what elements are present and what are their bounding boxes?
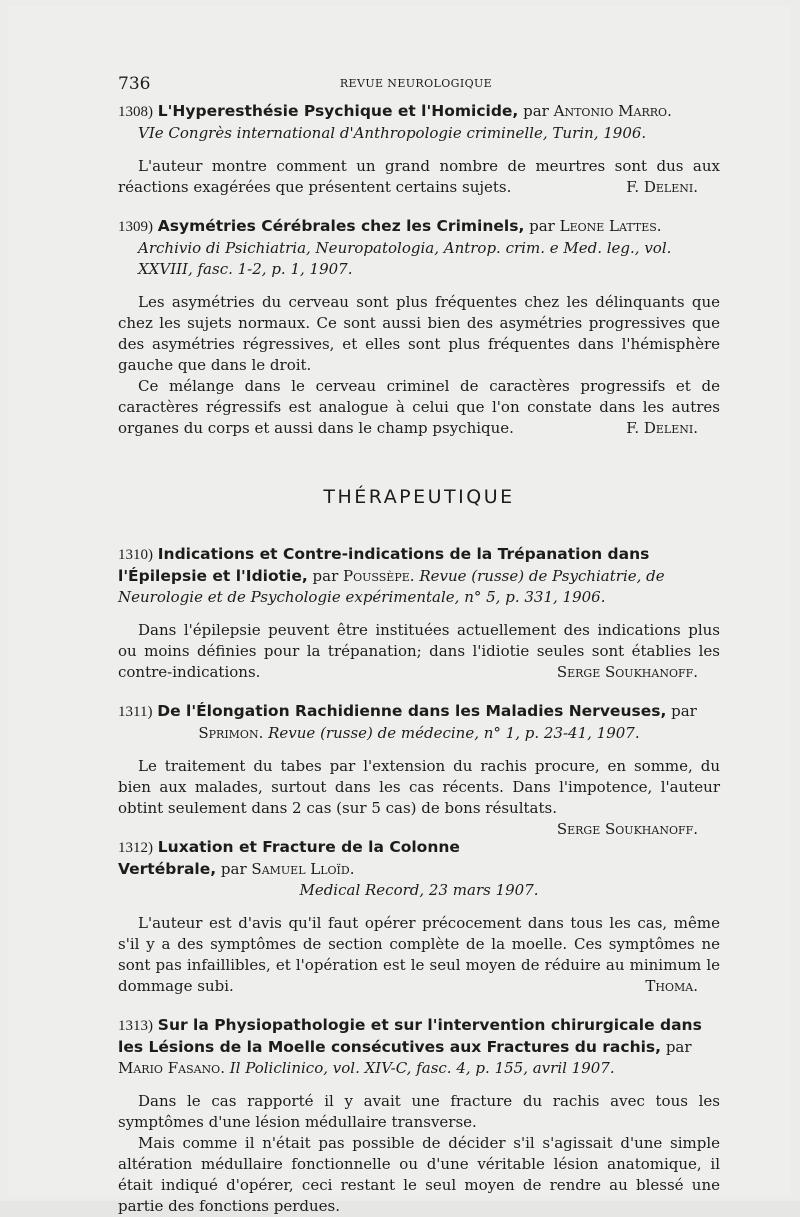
entry-text: Les asymétries du cerveau sont plus fréquentes chez les délinquants que chez les sujets normaux. Ce sont aussi bien des asymétries progressives que des asymétries régressives, et elles sont plus fréquentes dans l'hémisphère gauche que dans le droit.: [118, 293, 720, 374]
entry-text: Mais comme il n'était pas possible de décider s'il s'agissait d'une simple altération médullaire fonctionnelle ou d'une véritable lésion anatomique, il était indiqué d'opérer, ceci restant le seul moyen de rendre au blessé une partie des fonctions perdues.: [118, 1134, 720, 1215]
entry-heading: [118, 1015, 720, 1079]
entry-number: 1310): [118, 547, 153, 563]
entry-author: Antonio Marro.: [553, 102, 672, 120]
entry-text: Dans l'épilepsie peuvent être instituées actuellement des indications plus ou moins définies pour la trépanation; dans l'idiotie seules sont établies les contre-indications.: [118, 621, 720, 681]
entry-title: Luxation et Fracture de la Colonne Vertébrale,: [118, 838, 460, 878]
entry-number: 1308): [118, 104, 153, 120]
entry-by: par: [312, 567, 339, 585]
entry-text: Ce mélange dans le cerveau criminel de caractères progressifs et de caractères régressifs est analogue à celui que l'on constate dans les autres organes du corps et aussi dans le champ psychique.: [118, 377, 720, 437]
page-number: 736: [118, 74, 151, 94]
entry-title: De l'Élongation Rachidienne dans les Maladies Nerveuses,: [157, 702, 667, 720]
entry-text: Dans le cas rapporté il y avait une fracture du rachis avec tous les symptômes d'une lésion médullaire transverse.: [118, 1092, 720, 1131]
entry-body: [118, 620, 720, 683]
review-entry-1310: [118, 544, 720, 683]
entry-source: Revue (russe) de Psychiatrie, de Neurologie et de Psychologie expérimentale, n° 5, p. 331, 1906.: [118, 567, 665, 606]
entry-heading: [118, 837, 720, 880]
entry-by: par: [671, 702, 697, 720]
entry-signature: Serge Soukhanoff.: [556, 663, 698, 681]
review-entry-1311: [118, 701, 720, 838]
entry-signature: F. Deleni.: [626, 419, 698, 437]
entry-body: [118, 756, 720, 838]
entry-author: Samuel Lloïd.: [251, 860, 355, 878]
entry-text: L'auteur montre comment un grand nombre de meurtres sont dus aux réactions exagérées que présentent certains sujets.: [118, 157, 720, 196]
entry-source: VIe Congrès international d'Anthropologie criminelle, Turin, 1906.: [138, 124, 647, 142]
entry-title: L'Hyperesthésie Psychique et l'Homicide,: [157, 102, 519, 120]
entry-author: Poussèpe.: [343, 567, 415, 585]
entry-by: par: [220, 860, 247, 878]
entry-source: Archivio di Psichiatria, Neuropatologia, Antrop. crim. e Med. leg., vol. XXVIII, fasc. 1-2, p. 1, 1907.: [138, 239, 672, 278]
entry-number: 1312): [118, 840, 153, 856]
entry-text: Le traitement du tabes par l'extension du rachis procure, en somme, du bien aux malades, surtout dans les cas récents. Dans l'impotence, l'auteur obtint seulement dans 2 cas (sur 5 cas) de bons résultats.: [118, 757, 720, 817]
entry-source: Il Policlinico, vol. XIV-C, fasc. 4, p. 155, avril 1907.: [229, 1059, 615, 1077]
entry-body: [118, 156, 720, 198]
entry-body: [118, 913, 720, 997]
entry-signature: F. Deleni.: [626, 178, 698, 196]
entry-heading: [118, 101, 720, 123]
entry-text: L'auteur est d'avis qu'il faut opérer précocement dans tous les cas, même s'il y a des symptômes de section complète de la moelle. Ces symptômes ne sont pas infaillibles, et l'opération est le seul moyen de réduire au minimum le dommage subi.: [118, 914, 720, 995]
entry-author: Leone Lattes.: [559, 217, 662, 235]
review-entry-1308: [118, 101, 720, 198]
section-title: THÉRAPEUTIQUE: [323, 486, 515, 508]
article-column: [118, 101, 720, 1217]
entry-number: 1309): [118, 219, 153, 235]
entry-title: Asymétries Cérébrales chez les Criminels,: [157, 217, 525, 235]
entry-title: Sur la Physiopathologie et sur l'intervention chirurgicale dans les Lésions de la Moelle consécutives aux Fractures du rachis,: [118, 1016, 702, 1056]
running-title: REVUE NEUROLOGIQUE: [339, 77, 493, 90]
review-entry-1312: [118, 837, 720, 997]
entry-title: Indications et Contre-indications de la Trépanation dans l'Épilepsie et l'Idiotie,: [118, 545, 650, 585]
entry-signature: Serge Soukhanoff.: [556, 820, 698, 838]
entry-by: par: [523, 102, 549, 120]
entry-heading: [118, 544, 720, 608]
entry-source-line: [118, 723, 720, 744]
entry-body: [118, 376, 720, 439]
entry-by: par: [529, 217, 555, 235]
entry-heading: [118, 701, 720, 723]
entry-source: Revue (russe) de médecine, n° 1, p. 23-41, 1907.: [268, 724, 640, 742]
review-entry-1313: [118, 1015, 720, 1217]
entry-signature: Thoma.: [645, 977, 698, 995]
entry-author: Mario Fasano.: [118, 1059, 225, 1077]
page-header: [118, 74, 714, 96]
entry-source: Medical Record, 23 mars 1907.: [299, 881, 539, 899]
entry-by: par: [665, 1038, 692, 1056]
entry-author: Sprimon.: [198, 724, 264, 742]
entry-number: 1313): [118, 1018, 153, 1034]
entry-number: 1311): [118, 704, 153, 720]
entry-heading: [118, 216, 720, 238]
review-entry-1309: [118, 216, 720, 439]
